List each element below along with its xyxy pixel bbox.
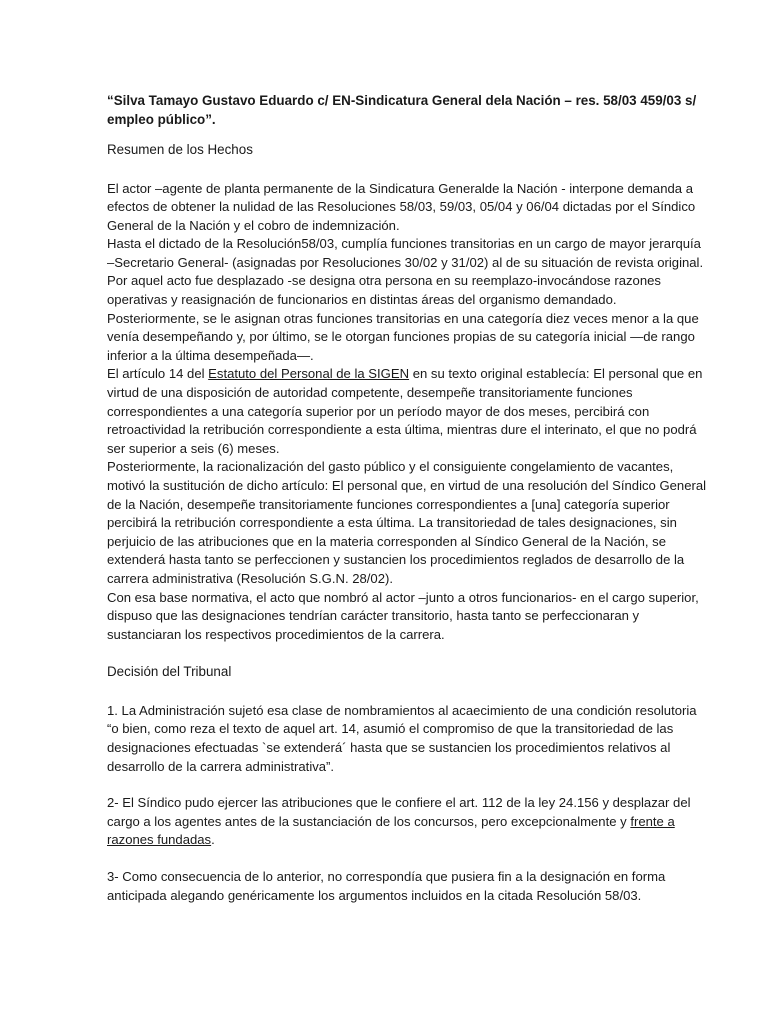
estatuto-link[interactable]: Estatuto del Personal de la SIGEN [208, 366, 410, 382]
section-heading-hechos: Resumen de los Hechos [107, 142, 253, 157]
hechos-section [107, 180, 708, 645]
hechos-paragraph-3: Posteriormente, se le asignan otras funciones transitorias en una categoría diez veces menor a la que venía desempeñando y, por último, se le otorgan funciones propias de su categoría inicial —de rango inferior a la última desempeñada—. [107, 310, 699, 363]
hechos-paragraph-1: El actor –agente de planta permanente de la Sindicatura Generalde la Nación - interpone demanda a efectos de obtener la nulidad de las Resoluciones 58/03, 59/03, 05/04 y 06/04 dictadas por el Síndico General de la Nación y el cobro de indemnización. [107, 180, 696, 233]
hechos-paragraph-2: Hasta el dictado de la Resolución58/03, cumplía funciones transitorias en un cargo de mayor jerarquía –Secretario General- (asignadas por Resoluciones 30/02 y 31/02) al de su situación de revista original. Por aquel acto fue desplazado -se designa otra persona en su reemplazo-invocándose razones operativas y reasignación de funcionarios en distintas áreas del organismo demandado. [107, 236, 704, 308]
decision-point-2-end: . [211, 832, 215, 848]
decision-point-1: 1. La Administración sujetó esa clase de nombramientos al acaecimiento de una condición resolutoria “o bien, como reza el texto de aquel art. 14, asumió el compromiso de que la transitoriedad de las designaciones efectuadas `se extenderá´ hasta que se sustancien los procedimientos relativos al desarrollo de la carrera administrativa”. [107, 702, 697, 774]
decision-point-3: 3- Como consecuencia de lo anterior, no correspondía que pusiera fin a la designación en forma anticipada alegando genéricamente los argumentos incluidos en la citada Resolución 58/03. [107, 869, 666, 903]
document-title: “Silva Tamayo Gustavo Eduardo c/ EN-Sindicatura General dela Nación – res. 58/03 459/03 s/ empleo público”. [107, 93, 697, 127]
decision-point-2-start: 2- El Síndico pudo ejercer las atribuciones que le confiere el art. 112 de la ley 24.156 y desplazar del cargo a los agentes antes de la sustanciación de los concursos, pero excepcionalmente y [107, 795, 691, 829]
hechos-paragraph-4 [107, 365, 708, 458]
decision-point-2 [107, 794, 708, 850]
hechos-paragraph-4-start: El artículo 14 del [107, 366, 209, 382]
razones-fundadas-link[interactable]: frente a razones fundadas [107, 813, 675, 848]
hechos-paragraph-4-end: en su texto original establecía: El personal que en virtud de una disposición de autoridad competente, desempeñe transitoriamente funciones correspondientes a una categoría superior por un período mayor de dos meses, percibirá con retroactividad la retribución correspondiente a esta última, mientras dure el interinato, el que no podrá ser superior a seis (6) meses. [107, 366, 703, 456]
hechos-paragraph-6: Con esa base normativa, el acto que nombró al actor –junto a otros funcionarios- en el cargo superior, dispuso que las designaciones tendrían carácter transitorio, hasta tanto se perfeccionaran y sustanciaran los respectivos procedimientos de la carrera. [107, 589, 699, 642]
hechos-paragraph-5: Posteriormente, la racionalización del gasto público y el consiguiente congelamiento de vacantes, motivó la sustitución de dicho artículo: El personal que, en virtud de una resolución del Síndico General de la Nación, desempeñe transitoriamente funciones correspondientes a [una] categoría superior percibirá la retribución correspondiente a esta última. La transitoriedad de tales designaciones, sin perjuicio de las atribuciones que en la materia corresponden al Síndico General de la Nación, se extenderá hasta tanto se perfeccionen y sustancien los procedimientos reglados de desarrollo de la carrera administrativa (Resolución S.G.N. 28/02). [107, 459, 707, 586]
section-heading-decision: Decisión del Tribunal [107, 664, 232, 680]
